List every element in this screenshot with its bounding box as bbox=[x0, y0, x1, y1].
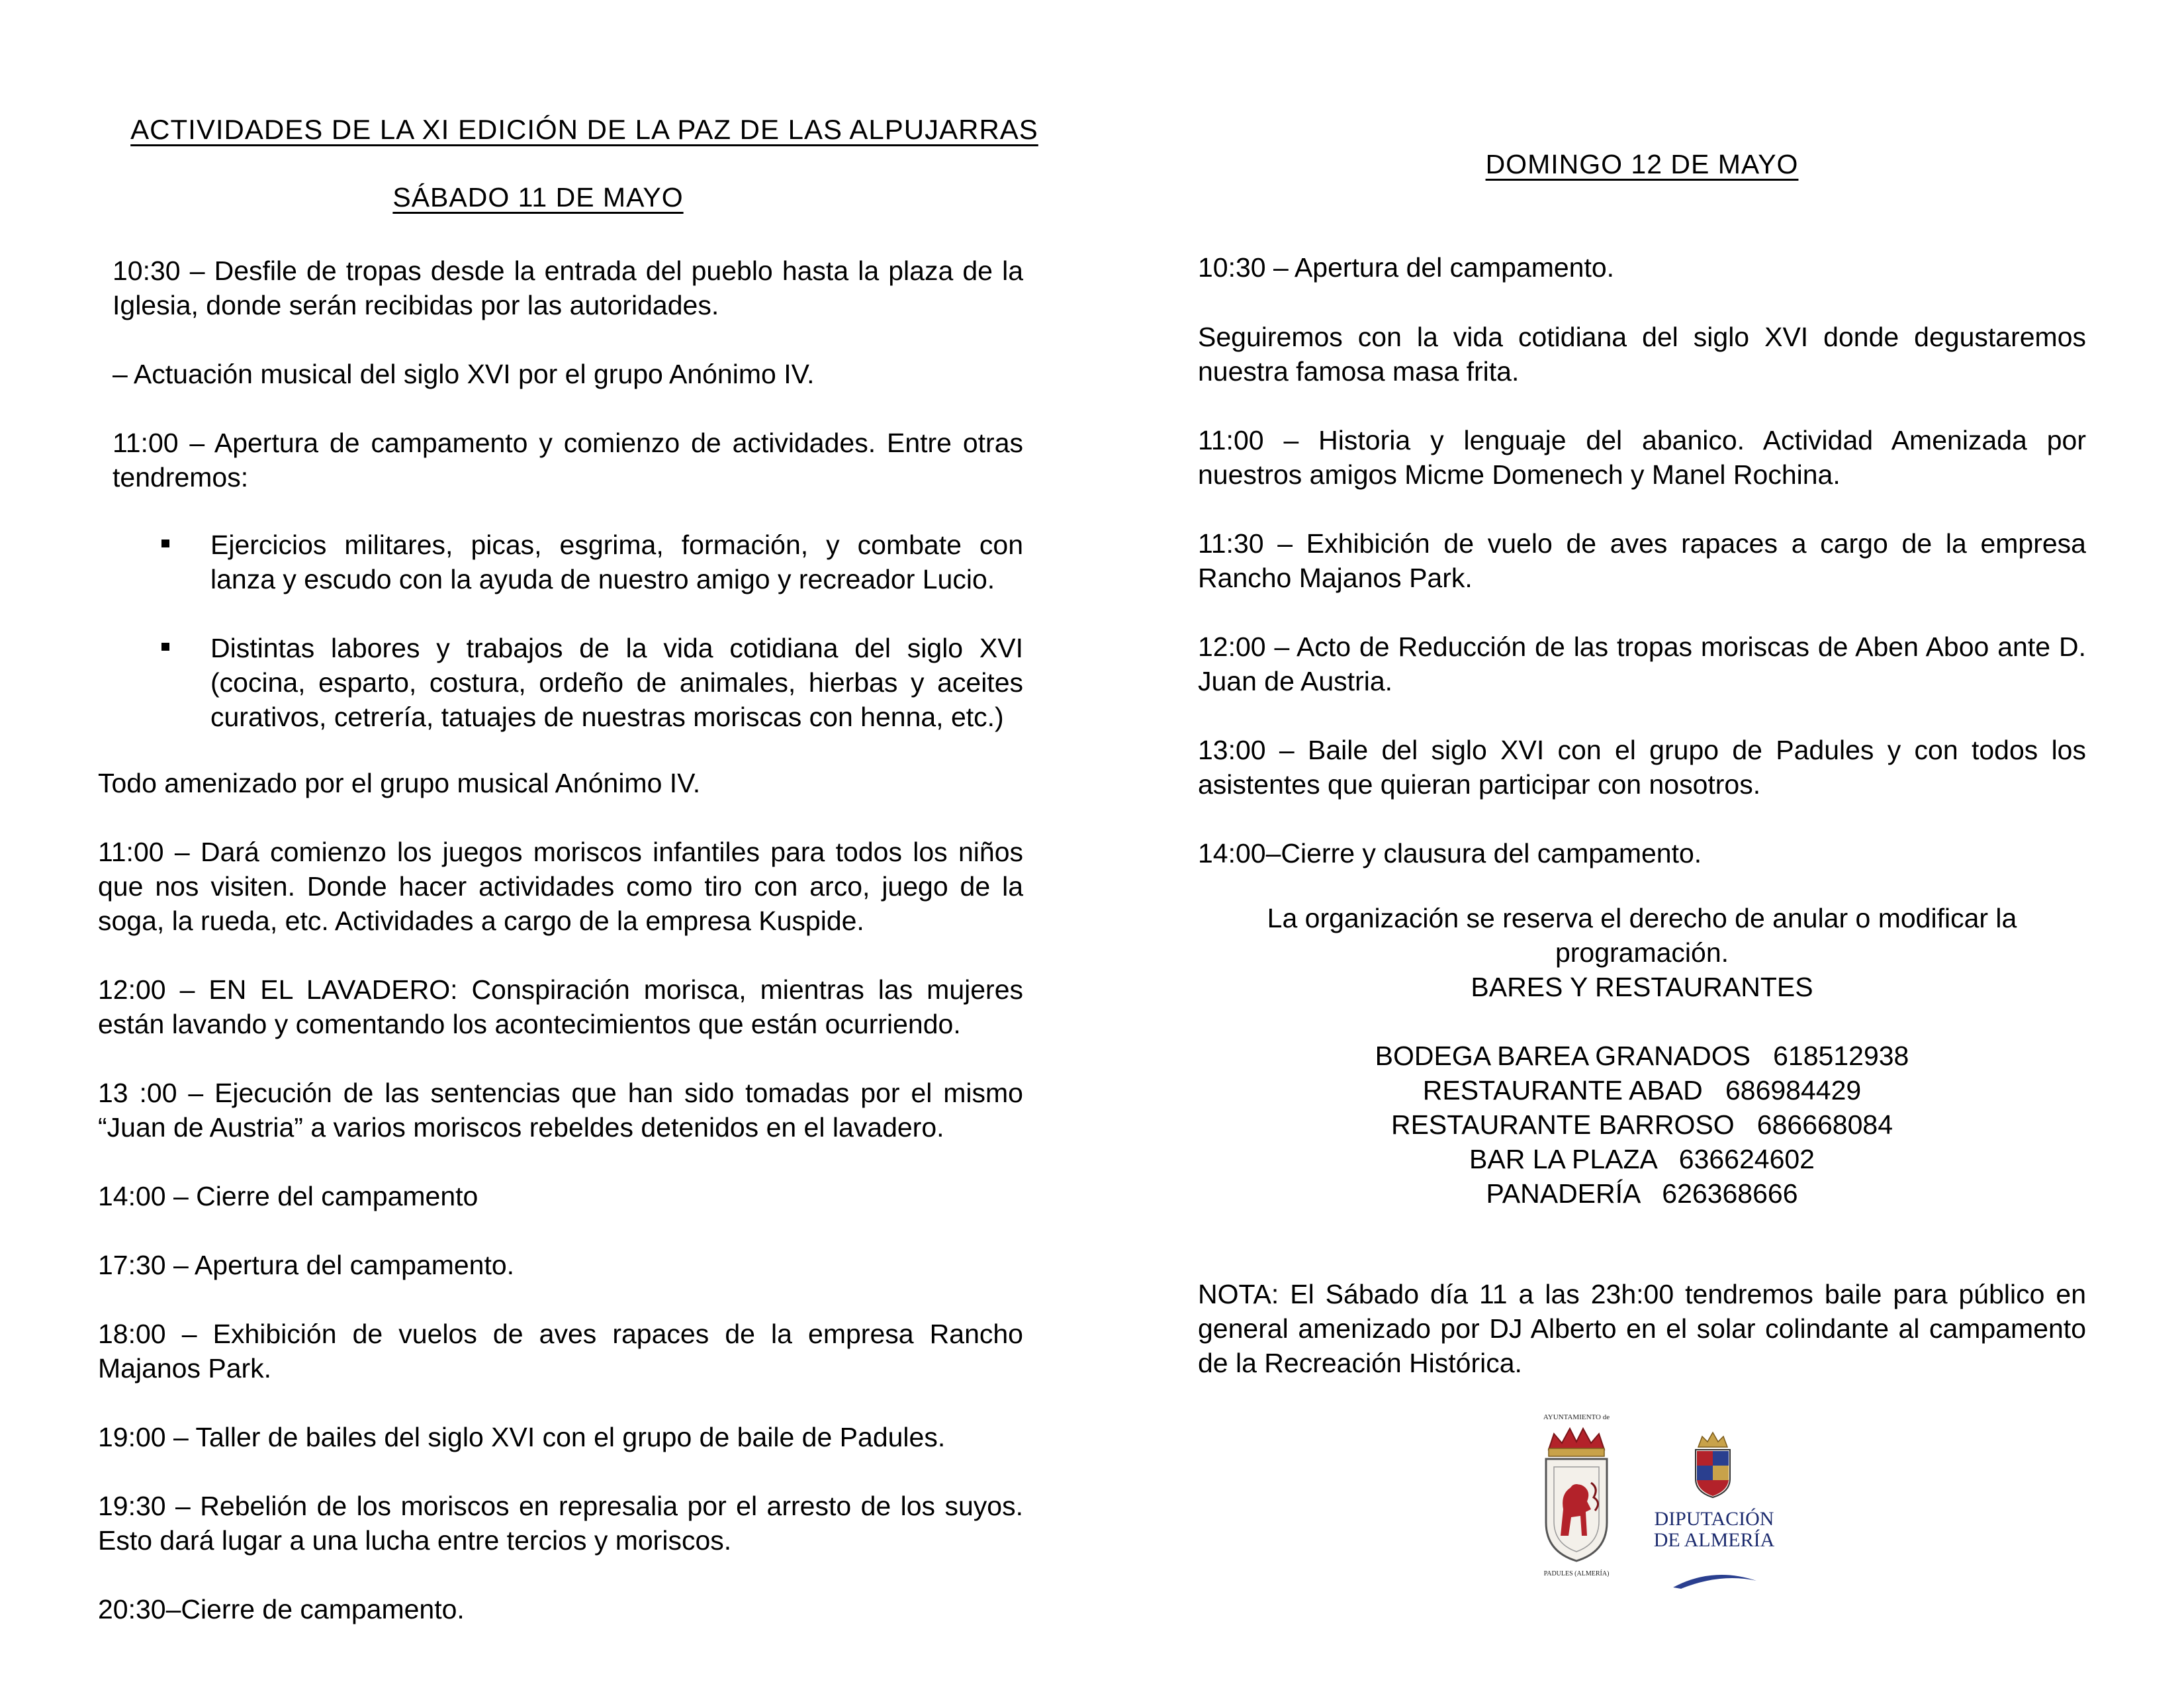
disclaimer: La organización se reserva el derecho de anular o modificar la programación. bbox=[1267, 903, 2017, 968]
bullet-icon bbox=[161, 643, 169, 651]
sat-item-1300: 13 :00 – Ejecución de las sentencias que han sido tomadas por el mismo “Juan de Austria” a varios moriscos rebeldes detenidos en el lavadero. bbox=[98, 1078, 1023, 1143]
list-item: PANADERÍA 626368666 bbox=[1486, 1178, 1798, 1209]
list-item bbox=[98, 528, 1023, 596]
sat-item-2030: 20:30–Cierre de campamento. bbox=[98, 1594, 465, 1624]
ayuntamiento-bottom-text: PADULES (ALMERÍA) bbox=[1543, 1570, 1610, 1577]
sat-item-1730: 17:30 – Apertura del campamento. bbox=[98, 1250, 515, 1280]
sat-item-1030: 10:30 – Desfile de tropas desde la entrada del pueblo hasta la plaza de la Iglesia, donde serán recibidas por las autoridades. bbox=[113, 256, 1023, 320]
wave-icon bbox=[1673, 1575, 1756, 1589]
sat-item-1100: 11:00 – Apertura de campamento y comienzo de actividades. Entre otras tendremos: bbox=[113, 428, 1023, 492]
sat-item-1200: 12:00 – EN EL LAVADERO: Conspiración morisca, mientras las mujeres están lavando y comentando los acontecimientos que están ocurriendo. bbox=[98, 974, 1023, 1039]
list-item-text: Ejercicios militares, picas, esgrima, formación, y combate con lanza y escudo con la ayuda de nuestro amigo y recreador Lucio. bbox=[210, 530, 1023, 594]
list-item: BAR LA PLAZA 636624602 bbox=[1469, 1144, 1815, 1174]
sun-item-1200: 12:00 – Acto de Reducción de las tropas moriscas de Aben Aboo ante D. Juan de Austria. bbox=[1198, 632, 2086, 696]
crown-icon bbox=[1698, 1432, 1727, 1447]
crown-icon bbox=[1549, 1429, 1604, 1450]
sun-item-1300: 13:00 – Baile del siglo XVI con el grupo de Padules y con todos los asistentes que quieran participar con nosotros. bbox=[1198, 735, 2086, 800]
sat-item-music: – Actuación musical del siglo XVI por el grupo Anónimo IV. bbox=[113, 359, 815, 389]
bars-list bbox=[1198, 1039, 2086, 1211]
list-item: RESTAURANTE BARROSO 686668084 bbox=[1390, 1109, 1893, 1140]
sun-item-1130: 11:30 – Exhibición de vuelo de aves rapaces a cargo de la empresa Rancho Majanos Park. bbox=[1198, 528, 2086, 593]
saturday-title: SÁBADO 11 DE MAYO bbox=[392, 182, 684, 212]
sat-music-note: Todo amenizado por el grupo musical Anónimo IV. bbox=[98, 768, 701, 798]
sat-item-1800: 18:00 – Exhibición de vuelos de aves rapaces de la empresa Rancho Majanos Park. bbox=[98, 1319, 1023, 1383]
sat-item-games: 11:00 – Dará comienzo los juegos moriscos infantiles para todos los niños que nos visiten. Donde hacer actividades como tiro con arco, juego de la soga, la rueda, etc. Actividades a cargo de la empresa Kuspide. bbox=[98, 837, 1023, 936]
sat-item-1900: 19:00 – Taller de bailes del siglo XVI con el grupo de baile de Padules. bbox=[98, 1422, 946, 1452]
main-title: ACTIVIDADES DE LA XI EDICIÓN DE LA PAZ DE LAS ALPUJARRAS bbox=[130, 114, 1038, 145]
diputacion-line1: DIPUTACIÓN bbox=[1654, 1508, 1774, 1530]
sat-item-1930: 19:30 – Rebelión de los moriscos en represalia por el arresto de los suyos. Esto dará lugar a una lucha entre tercios y moriscos. bbox=[98, 1491, 1023, 1556]
list-item: RESTAURANTE ABAD 686984429 bbox=[1422, 1075, 1862, 1105]
note: NOTA: El Sábado día 11 a las 23h:00 tendremos baile para público en general amenizado por DJ Alberto en el solar colindante al campamento de la Recreación Histórica. bbox=[1198, 1279, 2086, 1378]
list-item: BODEGA BAREA GRANADOS 618512938 bbox=[1375, 1041, 1909, 1071]
sunday-title: DOMINGO 12 DE MAYO bbox=[1485, 149, 1799, 179]
ayuntamiento-padules-logo bbox=[1522, 1410, 1787, 1602]
sponsor-logos bbox=[1522, 1410, 1787, 1602]
diputacion-almeria-logo bbox=[1654, 1432, 1775, 1589]
ayuntamiento-top-text: AYUNTAMIENTO de bbox=[1543, 1413, 1610, 1421]
sun-item-1030: 10:30 – Apertura del campamento. bbox=[1198, 252, 1615, 283]
bullet-icon bbox=[161, 539, 169, 547]
sat-item-1400: 14:00 – Cierre del campamento bbox=[98, 1181, 478, 1211]
sun-item-1100: 11:00 – Historia y lenguaje del abanico. Actividad Amenizada por nuestros amigos Micme Domenech y Manel Rochina. bbox=[1198, 425, 2086, 490]
bars-title: BARES Y RESTAURANTES bbox=[1471, 972, 1813, 1002]
list-item-text: Distintas labores y trabajos de la vida cotidiana del siglo XVI (cocina, esparto, costura, ordeño de animales, hierbas y aceites curativos, cetrería, tatuajes de nuestras moriscas con henna, etc.) bbox=[210, 633, 1023, 732]
diputacion-line2: DE ALMERÍA bbox=[1653, 1529, 1775, 1551]
list-item bbox=[98, 631, 1023, 734]
sat-activities-list bbox=[98, 528, 1023, 734]
sun-item-daily-life: Seguiremos con la vida cotidiana del siglo XVI donde degustaremos nuestra famosa masa frita. bbox=[1198, 322, 2086, 387]
sun-item-1400: 14:00–Cierre y clausura del campamento. bbox=[1198, 838, 1702, 868]
